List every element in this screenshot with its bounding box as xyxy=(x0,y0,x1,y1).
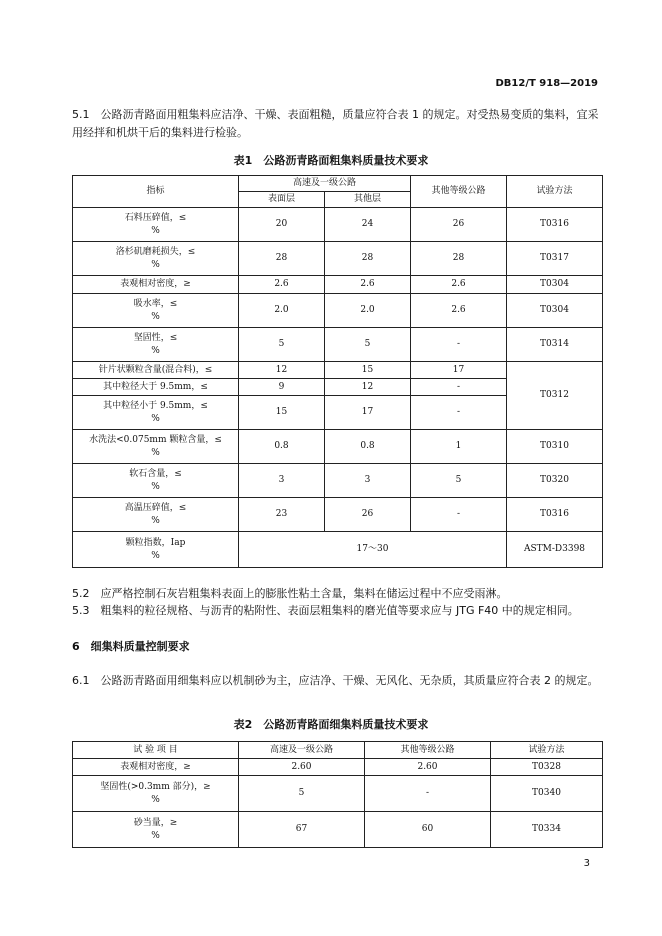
cell: 28 xyxy=(239,242,325,276)
document-code: DB12/T 918—2019 xyxy=(495,78,598,89)
row-name: 砂当量，≥ xyxy=(133,817,178,828)
cell: 17 xyxy=(411,362,507,379)
cell: 5 xyxy=(411,464,507,498)
cell: - xyxy=(411,328,507,362)
row-name: 洛杉矶磨耗损失，≤ xyxy=(115,246,196,257)
cell: T0316 xyxy=(507,498,603,532)
cell: T0314 xyxy=(507,328,603,362)
cell: 2.60 xyxy=(365,759,491,776)
table-row xyxy=(73,776,603,812)
cell: T0334 xyxy=(491,812,603,848)
row-name: 高温压碎值，≤ xyxy=(124,502,187,513)
cell: 17～30 xyxy=(239,532,507,568)
section-5-1: 5.1 公路沥青路面用粗集料应洁净、干燥、表面粗糙，质量应符合表 1 的规定。对受热易变质的集料，宜采用经拌和机烘干后的集料进行检验。 xyxy=(72,108,599,139)
cell: T0317 xyxy=(507,242,603,276)
cell: 9 xyxy=(239,379,325,396)
cell: T0340 xyxy=(491,776,603,812)
cell: 20 xyxy=(239,208,325,242)
cell: 15 xyxy=(325,362,411,379)
row-name: 针片状颗粒含量(混合料)，≤ xyxy=(73,362,239,379)
table-row xyxy=(73,276,603,294)
section-5-3: 5.3 粗集料的粒径规格、与沥青的粘附性、表面层粗集料的磨光值等要求应与 JTG F40 中的规定相同。 xyxy=(72,604,579,617)
row-unit: % xyxy=(151,447,160,458)
table-row xyxy=(73,759,603,776)
row-unit: % xyxy=(151,830,160,841)
cell: 28 xyxy=(411,242,507,276)
row-name: 坚固性(>0.3mm 部分)，≥ xyxy=(100,781,211,792)
row-name: 表观相对密度，≥ xyxy=(73,759,239,776)
row-name: 颗粒指数，Iap xyxy=(125,537,186,548)
row-name: 石料压碎值，≤ xyxy=(124,212,187,223)
table-row xyxy=(73,532,603,568)
cell: 2.6 xyxy=(239,276,325,294)
row-unit: % xyxy=(151,225,160,236)
t1-header-method: 试验方法 xyxy=(507,176,603,208)
table2 xyxy=(72,741,603,848)
t2-header-method: 试验方法 xyxy=(491,742,603,759)
row-unit: % xyxy=(151,794,160,805)
cell: 12 xyxy=(325,379,411,396)
table-row xyxy=(73,498,603,532)
cell: 17 xyxy=(325,396,411,430)
cell: 15 xyxy=(239,396,325,430)
row-name: 吸水率，≤ xyxy=(133,298,178,309)
cell: 5 xyxy=(239,328,325,362)
row-name: 其中粒径小于 9.5mm，≤ xyxy=(103,400,208,411)
page-number: 3 xyxy=(583,858,590,869)
cell: 26 xyxy=(325,498,411,532)
table-row xyxy=(73,328,603,362)
row-unit: % xyxy=(151,515,160,526)
table-row xyxy=(73,464,603,498)
table-row xyxy=(73,294,603,328)
table-row xyxy=(73,430,603,464)
cell: - xyxy=(411,498,507,532)
row-unit: % xyxy=(151,259,160,270)
table-row xyxy=(73,362,603,379)
table-row xyxy=(73,208,603,242)
cell: 3 xyxy=(325,464,411,498)
cell: - xyxy=(411,379,507,396)
row-name: 水洗法<0.075mm 颗粒含量，≤ xyxy=(89,434,222,445)
t1-header-indicator: 指标 xyxy=(73,176,239,208)
cell: 60 xyxy=(365,812,491,848)
t1-header-highway: 高速及一级公路 xyxy=(239,176,411,192)
row-unit: % xyxy=(151,550,160,561)
row-unit: % xyxy=(151,413,160,424)
row-unit: % xyxy=(151,311,160,322)
cell: 67 xyxy=(239,812,365,848)
cell: - xyxy=(365,776,491,812)
cell: 2.0 xyxy=(325,294,411,328)
t1-header-surface: 表面层 xyxy=(239,192,325,208)
cell: 2.6 xyxy=(325,276,411,294)
section-5-2: 5.2 应严格控制石灰岩粗集料表面上的膨胀性粘土含量，集料在储运过程中不应受雨淋。 xyxy=(72,587,508,600)
cell: 0.8 xyxy=(239,430,325,464)
row-name: 表观相对密度，≥ xyxy=(73,276,239,294)
cell: 5 xyxy=(239,776,365,812)
cell: 1 xyxy=(411,430,507,464)
row-unit: % xyxy=(151,481,160,492)
cell: T0316 xyxy=(507,208,603,242)
cell: 26 xyxy=(411,208,507,242)
t2-header-other: 其他等级公路 xyxy=(365,742,491,759)
cell: 2.0 xyxy=(239,294,325,328)
section-6-title: 6 细集料质量控制要求 xyxy=(72,640,190,653)
table-row xyxy=(73,812,603,848)
table-row xyxy=(73,242,603,276)
t1-header-other-grade: 其他等级公路 xyxy=(411,176,507,208)
row-unit: % xyxy=(151,345,160,356)
cell: 3 xyxy=(239,464,325,498)
t2-header-highway: 高速及一级公路 xyxy=(239,742,365,759)
row-name: 坚固性，≤ xyxy=(133,332,178,343)
cell: - xyxy=(411,396,507,430)
cell: 2.6 xyxy=(411,294,507,328)
cell: ASTM-D3398 xyxy=(507,532,603,568)
cell: T0320 xyxy=(507,464,603,498)
cell: T0304 xyxy=(507,276,603,294)
t2-header-item: 试 验 项 目 xyxy=(73,742,239,759)
cell: 2.60 xyxy=(239,759,365,776)
table1-caption: 表1 公路沥青路面粗集料质量技术要求 xyxy=(233,154,429,167)
cell: 28 xyxy=(325,242,411,276)
cell: 2.6 xyxy=(411,276,507,294)
cell: T0310 xyxy=(507,430,603,464)
t1-header-other-layer: 其他层 xyxy=(325,192,411,208)
cell: 12 xyxy=(239,362,325,379)
cell: T0304 xyxy=(507,294,603,328)
table2-caption: 表2 公路沥青路面细集料质量技术要求 xyxy=(233,718,429,731)
cell: T0312 xyxy=(507,362,603,430)
cell: T0328 xyxy=(491,759,603,776)
row-name: 软石含量，≤ xyxy=(129,468,182,479)
table1 xyxy=(72,175,603,568)
cell: 23 xyxy=(239,498,325,532)
cell: 5 xyxy=(325,328,411,362)
cell: 24 xyxy=(325,208,411,242)
section-6-1: 6.1 公路沥青路面用细集料应以机制砂为主，应洁净、干燥、无风化、无杂质，其质量应符合表 2 的规定。 xyxy=(72,674,599,687)
row-name: 其中粒径大于 9.5mm，≤ xyxy=(73,379,239,396)
cell: 0.8 xyxy=(325,430,411,464)
